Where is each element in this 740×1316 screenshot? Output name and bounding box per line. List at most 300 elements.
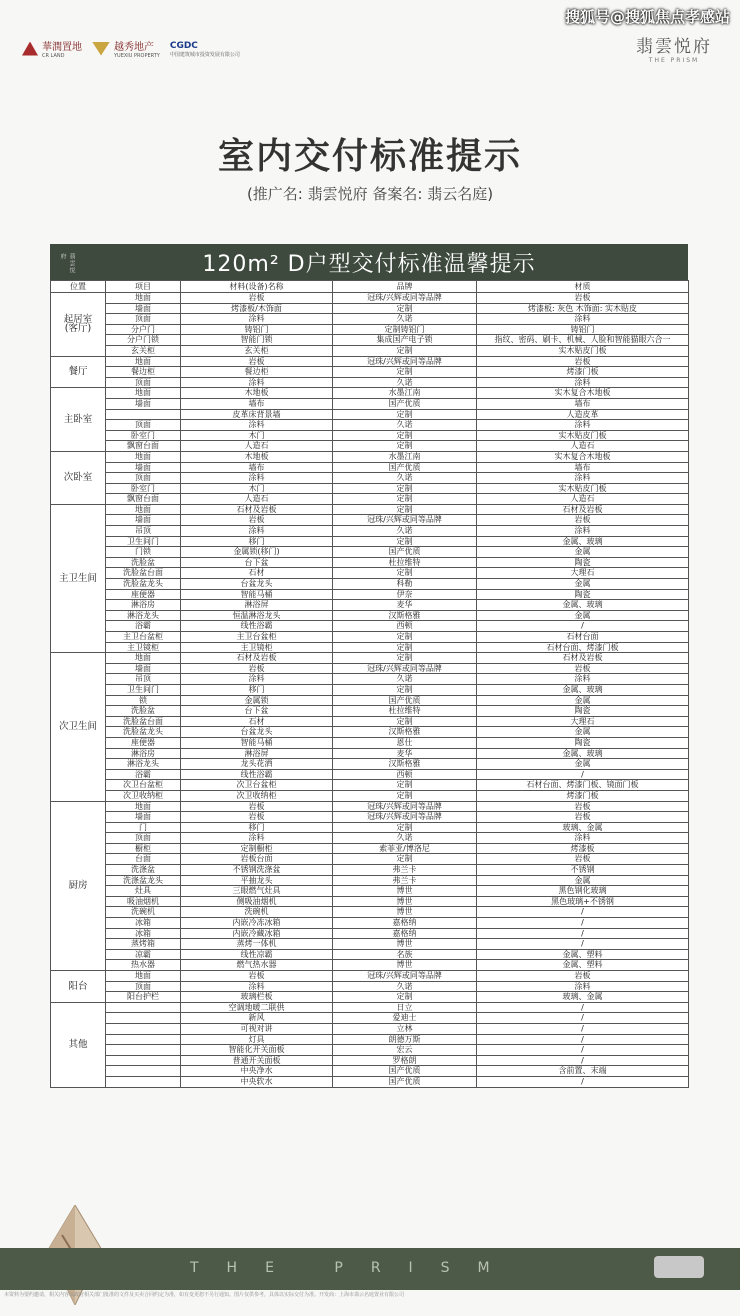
brand-cell: 麦华 xyxy=(333,600,477,611)
finish-cell: 涂料 xyxy=(477,526,689,537)
finish-cell: 涂料 xyxy=(477,833,689,844)
finish-cell: 黑色钢化玻璃 xyxy=(477,886,689,897)
table-row xyxy=(51,971,689,982)
material-cell: 金属锁(移门) xyxy=(181,547,333,558)
finish-cell: 金属、玻璃 xyxy=(477,684,689,695)
table-row xyxy=(51,526,689,537)
table-row xyxy=(51,992,689,1003)
finish-cell: 岩板 xyxy=(477,356,689,367)
brand-cell: 定制 xyxy=(333,653,477,664)
brand-cell: 定制 xyxy=(333,632,477,643)
item-cell: 地面 xyxy=(106,801,181,812)
item-cell: 主卫台盆柜 xyxy=(106,632,181,643)
brand-cell: 久诺 xyxy=(333,420,477,431)
table-row xyxy=(51,801,689,812)
table-row xyxy=(51,483,689,494)
table-row xyxy=(51,430,689,441)
col-header: 材质 xyxy=(477,281,689,293)
material-cell: 玄关柜 xyxy=(181,345,333,356)
brand-cell: 冠珠/兴辉或同等品牌 xyxy=(333,356,477,367)
material-cell: 岩板 xyxy=(181,356,333,367)
table-row xyxy=(51,494,689,505)
table-row xyxy=(51,536,689,547)
material-cell: 次卫收纳柜 xyxy=(181,790,333,801)
item-cell: 淋浴房 xyxy=(106,600,181,611)
material-cell: 燃气热水器 xyxy=(181,960,333,971)
cr-land-icon xyxy=(22,42,38,56)
watermark: 搜狐号@搜狐焦点孝感站 xyxy=(564,8,730,26)
item-cell: 地面 xyxy=(106,356,181,367)
finish-cell: 金属 xyxy=(477,610,689,621)
material-cell: 铸铝门 xyxy=(181,324,333,335)
finish-cell: / xyxy=(477,769,689,780)
table-row xyxy=(51,441,689,452)
table-row xyxy=(51,907,689,918)
table-row xyxy=(51,684,689,695)
material-cell: 淋浴屏 xyxy=(181,600,333,611)
material-cell: 龙头花洒 xyxy=(181,759,333,770)
item-cell: 餐边柜 xyxy=(106,367,181,378)
item-cell: 地面 xyxy=(106,451,181,462)
brand-cell: 定制 xyxy=(333,441,477,452)
table-row xyxy=(51,610,689,621)
finish-cell: 石材台面、烤漆门板、镜面门板 xyxy=(477,780,689,791)
material-cell: 皮革床背景墙 xyxy=(181,409,333,420)
logo1-sub: CR LAND xyxy=(42,53,65,59)
table-row xyxy=(51,367,689,378)
brand-cell: 久诺 xyxy=(333,314,477,325)
brand-cell: 国产优质 xyxy=(333,547,477,558)
item-cell: 门锁 xyxy=(106,547,181,558)
finish-cell: 金属、塑料 xyxy=(477,949,689,960)
item-cell: 飘窗台面 xyxy=(106,441,181,452)
table-row xyxy=(51,642,689,653)
item-cell: 飘窗台面 xyxy=(106,494,181,505)
brand-cell: 冠珠/兴辉或同等品牌 xyxy=(333,663,477,674)
brand-cell: 国产优质 xyxy=(333,398,477,409)
material-cell: 智能化开关面板 xyxy=(181,1045,333,1056)
table-row xyxy=(51,727,689,738)
material-cell: 岩板 xyxy=(181,971,333,982)
table-row xyxy=(51,748,689,759)
brand-cell: 定制 xyxy=(333,716,477,727)
table-row xyxy=(51,515,689,526)
table-row xyxy=(51,790,689,801)
brand-cell: 定制 xyxy=(333,790,477,801)
item-cell: 顶面 xyxy=(106,377,181,388)
item-cell: 蒸烤箱 xyxy=(106,939,181,950)
table-row xyxy=(51,557,689,568)
material-cell: 涂料 xyxy=(181,981,333,992)
brand-cell: 朗德万斯 xyxy=(333,1034,477,1045)
blurred-qr xyxy=(654,1256,704,1278)
material-cell: 不锈钢洗涤盆 xyxy=(181,865,333,876)
finish-cell: / xyxy=(477,1055,689,1066)
item-cell: 洗脸盆龙头 xyxy=(106,727,181,738)
item-cell: 冰箱 xyxy=(106,928,181,939)
item-cell xyxy=(106,1013,181,1024)
brand-cell: 定制 xyxy=(333,992,477,1003)
material-cell: 蒸烤一体机 xyxy=(181,939,333,950)
finish-cell: 金属 xyxy=(477,727,689,738)
location-cell: 其他 xyxy=(51,1002,106,1087)
table-row xyxy=(51,769,689,780)
item-cell: 洗脸盆 xyxy=(106,706,181,717)
table-header-row xyxy=(51,281,689,293)
table-row xyxy=(51,632,689,643)
brand-cell: 博世 xyxy=(333,939,477,950)
finish-cell: / xyxy=(477,928,689,939)
item-cell: 墙面 xyxy=(106,303,181,314)
brand-cell: 杜拉维特 xyxy=(333,706,477,717)
finish-cell: 烤漆板 xyxy=(477,843,689,854)
logo-yuexiu xyxy=(92,38,160,59)
material-cell: 台盆龙头 xyxy=(181,579,333,590)
item-cell: 热水器 xyxy=(106,960,181,971)
material-cell: 移门 xyxy=(181,684,333,695)
finish-cell: 涂料 xyxy=(477,981,689,992)
location-cell: 主卫生间 xyxy=(51,504,106,652)
material-cell: 台盆龙头 xyxy=(181,727,333,738)
item-cell: 墙面 xyxy=(106,812,181,823)
finish-cell: / xyxy=(477,939,689,950)
finish-cell: 烤漆板: 灰色 木饰面: 实木贴皮 xyxy=(477,303,689,314)
table-row xyxy=(51,1023,689,1034)
table-row xyxy=(51,833,689,844)
item-cell: 卫生间门 xyxy=(106,536,181,547)
table-row xyxy=(51,865,689,876)
material-cell: 岩板 xyxy=(181,663,333,674)
item-cell: 冰箱 xyxy=(106,918,181,929)
material-cell: 淋浴屏 xyxy=(181,748,333,759)
material-cell: 中央软水 xyxy=(181,1076,333,1087)
table-row xyxy=(51,356,689,367)
brand-cell: 久诺 xyxy=(333,377,477,388)
item-cell xyxy=(106,1045,181,1056)
item-cell: 洗脸盆台面 xyxy=(106,716,181,727)
logo3-sub: 中国建筑城市投资发展有限公司 xyxy=(169,51,240,58)
finish-cell: 实木贴皮门板 xyxy=(477,430,689,441)
item-cell: 墙面 xyxy=(106,462,181,473)
item-cell: 顶面 xyxy=(106,420,181,431)
item-cell: 淋浴龙头 xyxy=(106,759,181,770)
col-header: 项目 xyxy=(106,281,181,293)
material-cell: 线性凉霸 xyxy=(181,949,333,960)
material-cell: 岩板 xyxy=(181,293,333,304)
brand-cell: 定制 xyxy=(333,303,477,314)
logo2-text: 越秀地产 xyxy=(114,42,154,53)
brand-cell: 定制 xyxy=(333,684,477,695)
item-cell: 顶面 xyxy=(106,833,181,844)
brand-cn: 翡雲悦府 xyxy=(636,37,712,57)
finish-cell: 岩板 xyxy=(477,971,689,982)
table-row xyxy=(51,420,689,431)
item-cell: 分户门锁 xyxy=(106,335,181,346)
material-cell: 岩板 xyxy=(181,812,333,823)
brand-cell: 日立 xyxy=(333,1002,477,1013)
brand-cell: 立林 xyxy=(333,1023,477,1034)
footer-prism: THE PRISM xyxy=(190,1260,518,1276)
brand-cell: 博世 xyxy=(333,907,477,918)
brand-cell: 久诺 xyxy=(333,526,477,537)
item-cell: 主卫镜柜 xyxy=(106,642,181,653)
finish-cell: 烤漆门板 xyxy=(477,790,689,801)
brand-cell: 弗兰卡 xyxy=(333,865,477,876)
item-cell: 凉霸 xyxy=(106,949,181,960)
finish-cell: 烤漆门板 xyxy=(477,367,689,378)
finish-cell: 岩板 xyxy=(477,801,689,812)
table-row xyxy=(51,462,689,473)
material-cell: 中央净水 xyxy=(181,1066,333,1077)
item-cell: 卫生间门 xyxy=(106,684,181,695)
table-row xyxy=(51,886,689,897)
table-row xyxy=(51,345,689,356)
material-cell: 涂料 xyxy=(181,314,333,325)
material-cell: 洗碗机 xyxy=(181,907,333,918)
finish-cell: 含前置、末端 xyxy=(477,1066,689,1077)
finish-cell: / xyxy=(477,918,689,929)
location-cell: 餐厅 xyxy=(51,356,106,388)
finish-cell: 涂料 xyxy=(477,314,689,325)
finish-cell: 墙布 xyxy=(477,462,689,473)
brand-cell: 伊奈 xyxy=(333,589,477,600)
brand-cell: 定制 xyxy=(333,367,477,378)
material-cell: 智能马桶 xyxy=(181,737,333,748)
table-row xyxy=(51,695,689,706)
location-cell: 厨房 xyxy=(51,801,106,971)
material-cell: 木门 xyxy=(181,483,333,494)
table-body xyxy=(51,293,689,1088)
page-title: 室内交付标准提示 xyxy=(217,136,522,177)
finish-cell: 岩板 xyxy=(477,663,689,674)
finish-cell: 岩板 xyxy=(477,812,689,823)
item-cell: 顶面 xyxy=(106,473,181,484)
material-cell: 移门 xyxy=(181,536,333,547)
item-cell: 地面 xyxy=(106,653,181,664)
table-row xyxy=(51,568,689,579)
bar-tag: 翡雲悦府 xyxy=(59,253,75,274)
material-cell: 空调地暖二联供 xyxy=(181,1002,333,1013)
brand-cell: 嘉格纳 xyxy=(333,928,477,939)
logo2-sub: YUEXIU PROPERTY xyxy=(114,53,160,59)
material-cell: 次卫台盆柜 xyxy=(181,780,333,791)
material-cell: 线性浴霸 xyxy=(181,621,333,632)
table-row xyxy=(51,918,689,929)
material-cell: 涂料 xyxy=(181,833,333,844)
material-cell: 烤漆板/木饰面 xyxy=(181,303,333,314)
finish-cell: 实木复合木地板 xyxy=(477,451,689,462)
brand-cell: 冠珠/兴辉或同等品牌 xyxy=(333,801,477,812)
footer-band xyxy=(0,1248,740,1290)
brand-cell: 定制 xyxy=(333,345,477,356)
finish-cell: 金属 xyxy=(477,579,689,590)
item-cell: 卧室门 xyxy=(106,483,181,494)
finish-cell: / xyxy=(477,1023,689,1034)
table-row xyxy=(51,504,689,515)
col-header: 位置 xyxy=(51,281,106,293)
brand-cell: 水墨江南 xyxy=(333,388,477,399)
material-cell: 石材及岩板 xyxy=(181,653,333,664)
brand-cell: 麦华 xyxy=(333,748,477,759)
material-cell: 可视对讲 xyxy=(181,1023,333,1034)
item-cell: 吊顶 xyxy=(106,674,181,685)
item-cell: 墙面 xyxy=(106,663,181,674)
brand-cell: 名族 xyxy=(333,949,477,960)
material-cell: 人造石 xyxy=(181,494,333,505)
item-cell: 浴霸 xyxy=(106,621,181,632)
brand-cell: 定制 xyxy=(333,409,477,420)
finish-cell: 金属 xyxy=(477,547,689,558)
brand-cell: 冠珠/兴辉或同等品牌 xyxy=(333,812,477,823)
material-cell: 石材 xyxy=(181,568,333,579)
material-cell: 木地板 xyxy=(181,451,333,462)
table-row xyxy=(51,473,689,484)
brand-cell: 定制 xyxy=(333,822,477,833)
location-cell: 主卧室 xyxy=(51,388,106,452)
finish-cell: 黑色玻璃+不锈钢 xyxy=(477,896,689,907)
material-cell: 涂料 xyxy=(181,526,333,537)
table-row xyxy=(51,1002,689,1013)
finish-cell: 玻璃、金属 xyxy=(477,992,689,1003)
finish-cell: 人造石 xyxy=(477,494,689,505)
material-cell: 台下盆 xyxy=(181,557,333,568)
location-cell: 起居室 (客厅) xyxy=(51,293,106,357)
logo-cgdc xyxy=(170,40,240,58)
page-subtitle: (推广名: 翡雲悦府 备案名: 翡云名庭) xyxy=(246,185,494,203)
table-row xyxy=(51,388,689,399)
finish-cell: 金属 xyxy=(477,695,689,706)
table-row xyxy=(51,706,689,717)
finish-cell: 不锈钢 xyxy=(477,865,689,876)
table-row xyxy=(51,812,689,823)
brand-cell: 定制 xyxy=(333,494,477,505)
brand-cell: 定制 xyxy=(333,430,477,441)
delivery-standard-table xyxy=(50,280,689,1088)
material-cell: 墙布 xyxy=(181,398,333,409)
material-cell: 三眼燃气灶具 xyxy=(181,886,333,897)
item-cell: 阳台护栏 xyxy=(106,992,181,1003)
item-cell: 分户门 xyxy=(106,324,181,335)
brand-cell: 定制 xyxy=(333,780,477,791)
item-cell: 卧室门 xyxy=(106,430,181,441)
finish-cell: 陶瓷 xyxy=(477,706,689,717)
brand-cell: 科勒 xyxy=(333,579,477,590)
material-cell: 恒温淋浴龙头 xyxy=(181,610,333,621)
finish-cell: 玻璃、金属 xyxy=(477,822,689,833)
item-cell: 灶具 xyxy=(106,886,181,897)
material-cell: 金属锁 xyxy=(181,695,333,706)
brand-cell: 国产优质 xyxy=(333,695,477,706)
item-cell: 顶面 xyxy=(106,981,181,992)
table-row xyxy=(51,674,689,685)
table-row xyxy=(51,547,689,558)
brand-cell: 定制 xyxy=(333,483,477,494)
col-header: 品牌 xyxy=(333,281,477,293)
table-row xyxy=(51,981,689,992)
table-row xyxy=(51,398,689,409)
table-row xyxy=(51,653,689,664)
table-row xyxy=(51,1045,689,1056)
brand-cell: 宏云 xyxy=(333,1045,477,1056)
table-row xyxy=(51,324,689,335)
brand-cell: 国产优质 xyxy=(333,1066,477,1077)
finish-cell: 金属 xyxy=(477,875,689,886)
finish-cell: 指纹、密码、刷卡、机械、人脸和智能猫眼六合一 xyxy=(477,335,689,346)
item-cell: 座便器 xyxy=(106,589,181,600)
table-row xyxy=(51,780,689,791)
finish-cell: 陶瓷 xyxy=(477,589,689,600)
material-cell: 木地板 xyxy=(181,388,333,399)
table-row xyxy=(51,1013,689,1024)
finish-cell: / xyxy=(477,907,689,918)
finish-cell: / xyxy=(477,1013,689,1024)
brand-cell: 汉斯格雅 xyxy=(333,610,477,621)
material-cell: 涂料 xyxy=(181,473,333,484)
table-row xyxy=(51,716,689,727)
brand-cell: 嘉格纳 xyxy=(333,918,477,929)
item-cell: 地面 xyxy=(106,504,181,515)
item-cell: 吸油烟机 xyxy=(106,896,181,907)
material-cell: 内嵌冷冻冰箱 xyxy=(181,918,333,929)
table-row xyxy=(51,377,689,388)
table-row xyxy=(51,939,689,950)
material-cell: 岩板台面 xyxy=(181,854,333,865)
item-cell: 玄关柜 xyxy=(106,345,181,356)
material-cell: 侧吸油烟机 xyxy=(181,896,333,907)
fine-print: 本资料为要约邀请，相关内容以政府相关部门批准的文件及买卖合同约定为准，如有变更恕不另行通知。图片仅供参考，具体以实际交付为准。开发商：上海市翡云名庭置业有限公司 xyxy=(4,1292,405,1298)
table-row xyxy=(51,854,689,865)
table-row xyxy=(51,579,689,590)
table-row xyxy=(51,737,689,748)
item-cell: 顶面 xyxy=(106,314,181,325)
item-cell: 橱柜 xyxy=(106,843,181,854)
item-cell: 地面 xyxy=(106,388,181,399)
item-cell: 座便器 xyxy=(106,737,181,748)
finish-cell: 涂料 xyxy=(477,473,689,484)
brand-cell: 国产优质 xyxy=(333,462,477,473)
table-row xyxy=(51,1076,689,1087)
material-cell: 平抽龙头 xyxy=(181,875,333,886)
material-cell: 玻璃栏板 xyxy=(181,992,333,1003)
item-cell: 洗脸盆龙头 xyxy=(106,579,181,590)
item-cell: 淋浴龙头 xyxy=(106,610,181,621)
item-cell: 洗脸盆台面 xyxy=(106,568,181,579)
item-cell: 洗碗机 xyxy=(106,907,181,918)
brand-cell: 弗兰卡 xyxy=(333,875,477,886)
finish-cell: 岩板 xyxy=(477,293,689,304)
brand-cell: 汉斯格雅 xyxy=(333,759,477,770)
item-cell: 地面 xyxy=(106,971,181,982)
brand-cell: 久诺 xyxy=(333,833,477,844)
item-cell xyxy=(106,1076,181,1087)
finish-cell: 涂料 xyxy=(477,674,689,685)
finish-cell: 实木贴皮门板 xyxy=(477,483,689,494)
brand-cell: 集成国产电子锁 xyxy=(333,335,477,346)
item-cell: 台面 xyxy=(106,854,181,865)
brand-cell: 冠珠/兴辉或同等品牌 xyxy=(333,515,477,526)
item-cell: 淋浴房 xyxy=(106,748,181,759)
brand-cell: 水墨江南 xyxy=(333,451,477,462)
brand-en: THE PRISM xyxy=(648,57,700,64)
material-cell: 定制橱柜 xyxy=(181,843,333,854)
finish-cell: 人造石 xyxy=(477,441,689,452)
material-cell: 智能马桶 xyxy=(181,589,333,600)
logo1-text: 華潤置地 xyxy=(42,42,82,53)
finish-cell: 岩板 xyxy=(477,515,689,526)
table-row xyxy=(51,896,689,907)
item-cell: 洗涤盆 xyxy=(106,865,181,876)
table-row xyxy=(51,600,689,611)
